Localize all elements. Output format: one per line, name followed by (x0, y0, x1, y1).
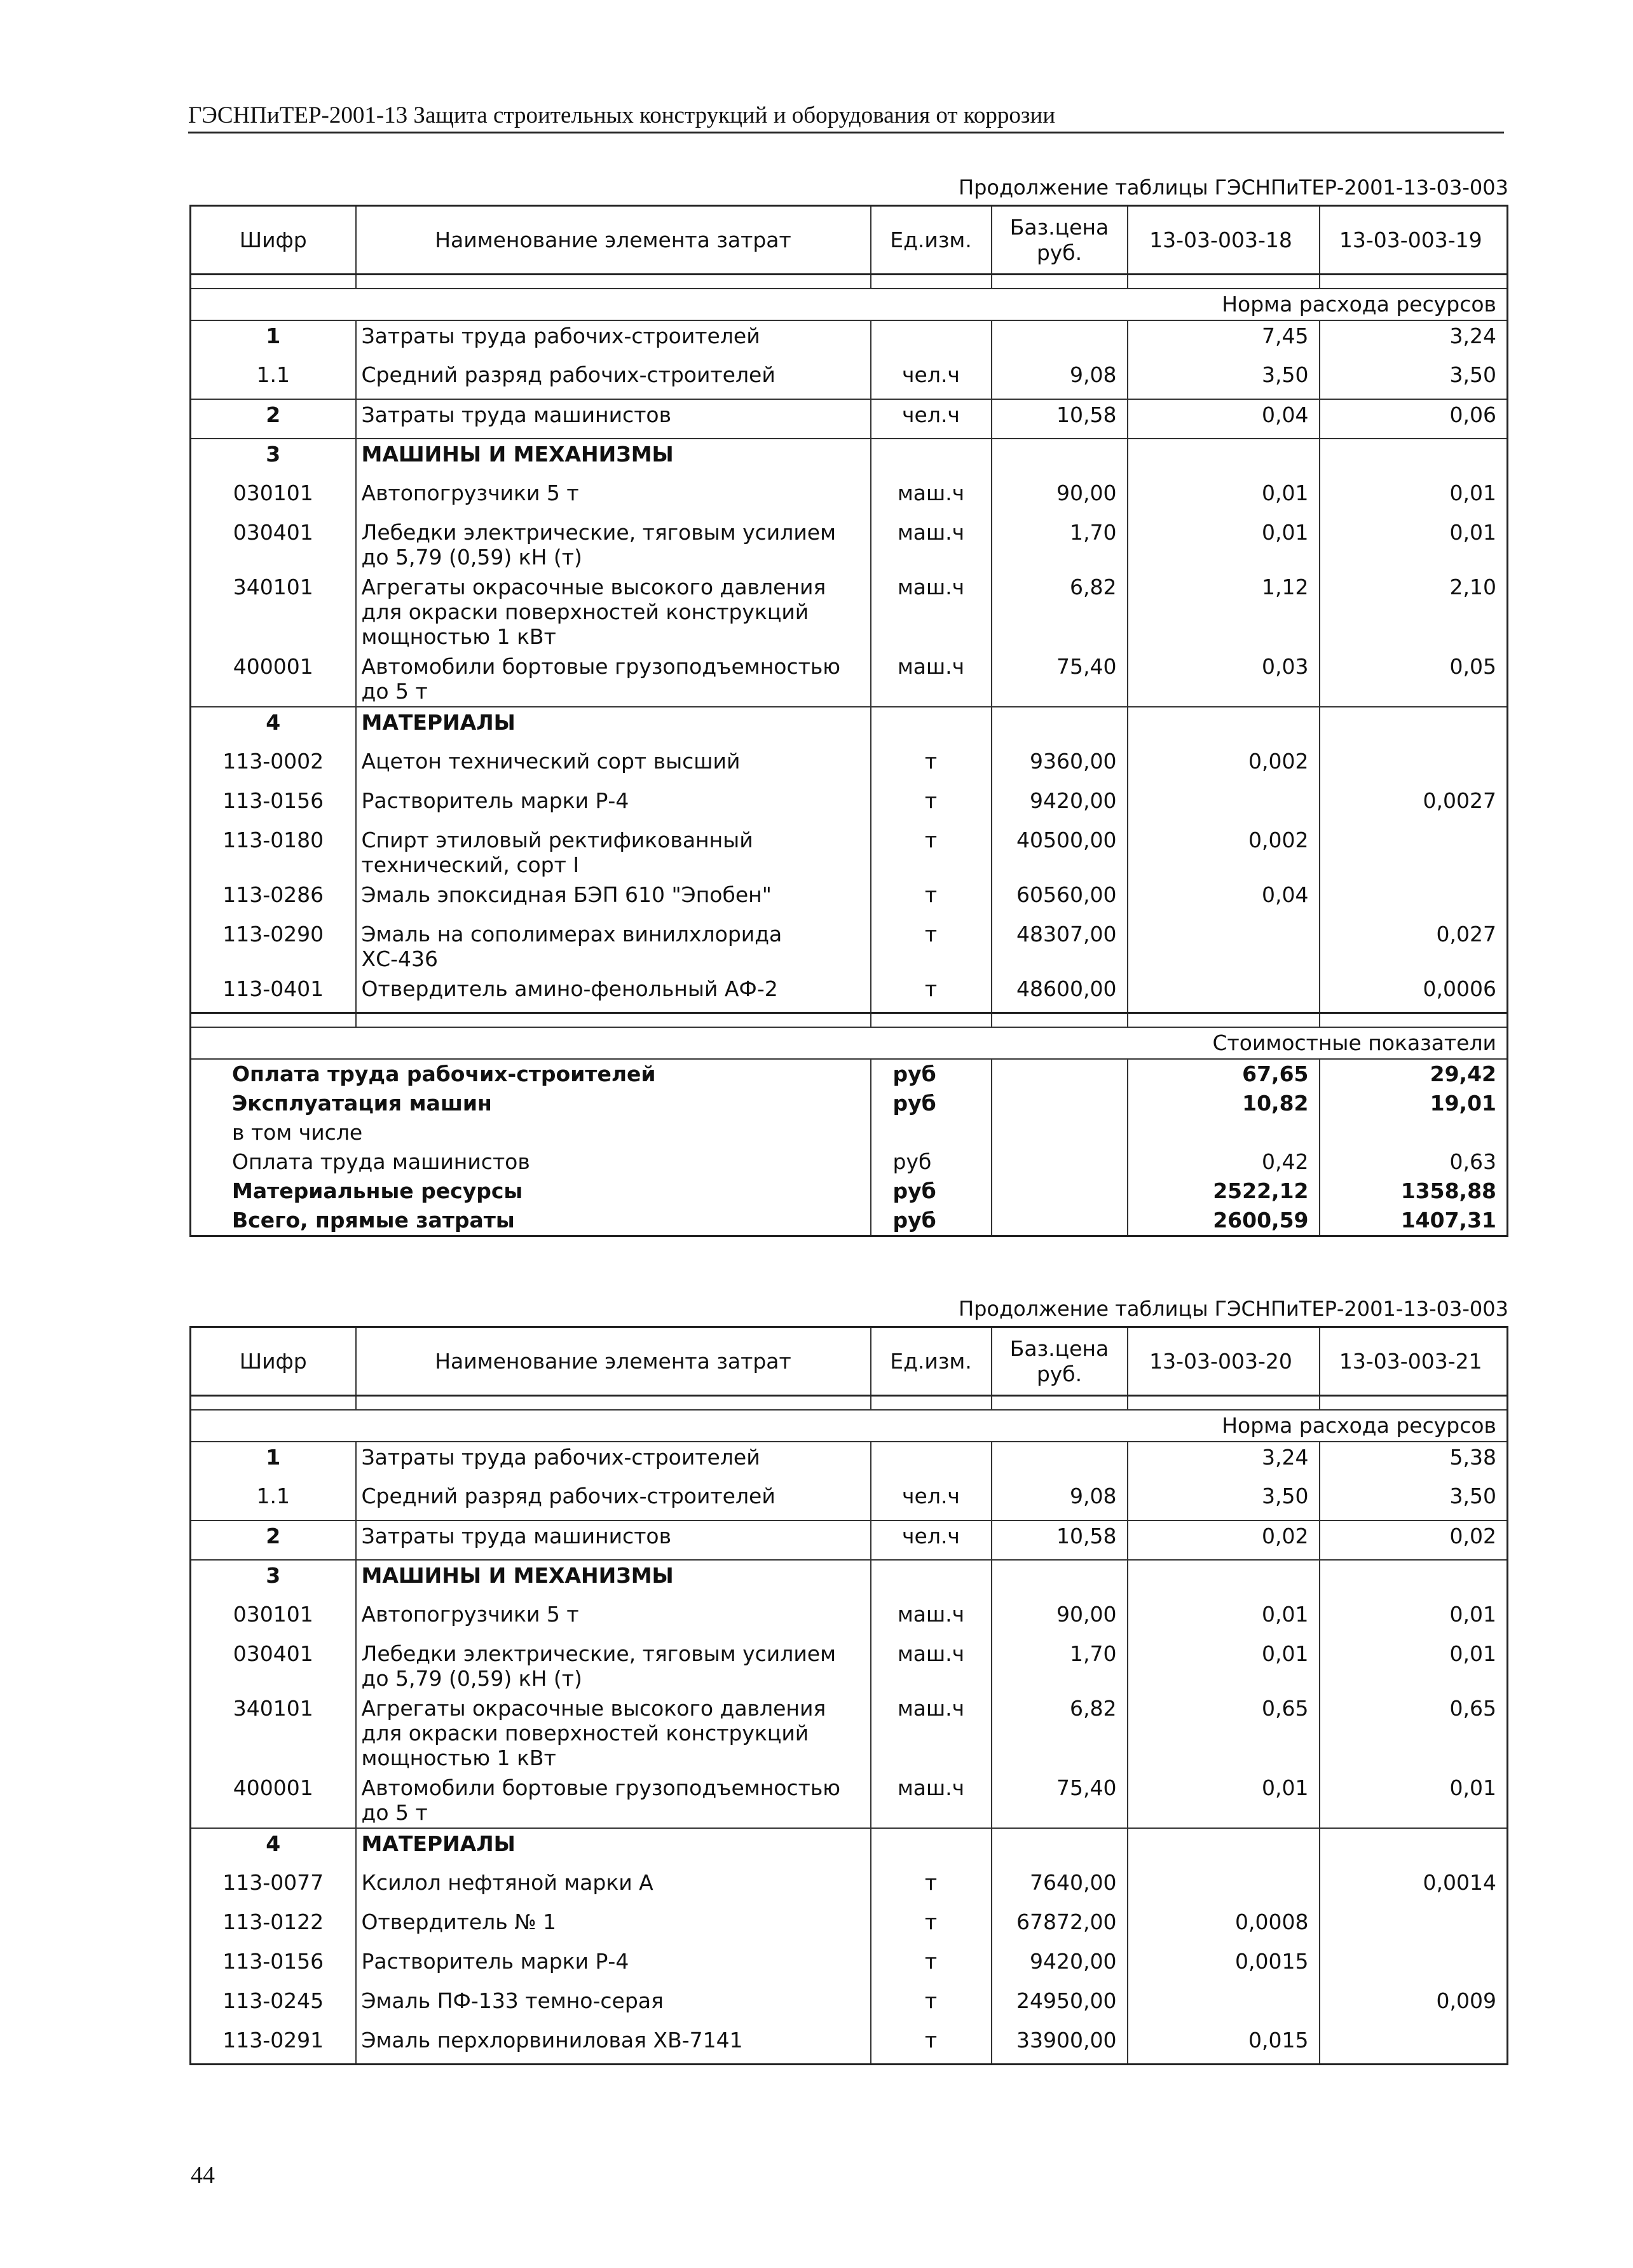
row-value-b (1320, 707, 1508, 746)
row-code: 113-0401 (191, 974, 356, 1013)
cost-empty (992, 1118, 1128, 1147)
table-row (191, 360, 1508, 399)
cost-value-a: 0,42 (1128, 1147, 1320, 1177)
row-value-b: 5,38 (1320, 1442, 1508, 1481)
row-value-a: 7,45 (1128, 320, 1320, 360)
row-price (992, 1828, 1128, 1868)
cost-row (191, 1206, 1508, 1236)
spacer-cell (992, 275, 1128, 289)
cost-name: Материальные ресурсы (191, 1177, 871, 1206)
table-row (191, 1520, 1508, 1560)
row-value-b: 0,01 (1320, 1639, 1508, 1693)
cost-value-a (1128, 1118, 1320, 1147)
row-price: 40500,00 (992, 825, 1128, 880)
spacer-cell (1128, 1013, 1320, 1027)
row-value-b: 0,0006 (1320, 974, 1508, 1013)
row-value-b (1320, 746, 1508, 786)
row-value-a: 0,65 (1128, 1693, 1320, 1773)
row-code: 3 (191, 439, 356, 478)
row-price (992, 320, 1128, 360)
row-code: 113-0180 (191, 825, 356, 880)
row-price: 1,70 (992, 1639, 1128, 1693)
row-price: 24950,00 (992, 1986, 1128, 2025)
row-value-b: 0,01 (1320, 1773, 1508, 1828)
row-code: 030101 (191, 1599, 356, 1639)
row-code: 113-0245 (191, 1986, 356, 2025)
cost-unit: руб (871, 1177, 992, 1206)
cost-empty (992, 1147, 1128, 1177)
row-name: Эмаль эпоксидная БЭП 610 "Эпобен" (356, 880, 871, 919)
header-price (992, 206, 1128, 275)
table-header-row (191, 206, 1508, 275)
spacer-cell (356, 1396, 871, 1410)
row-value-a (1128, 439, 1320, 478)
row-unit: маш.ч (871, 517, 992, 572)
table-row (191, 1828, 1508, 1868)
row-value-a: 3,24 (1128, 1442, 1320, 1481)
table-row (191, 478, 1508, 517)
row-value-a: 0,01 (1128, 1599, 1320, 1639)
row-unit: маш.ч (871, 1599, 992, 1639)
norm-label: Норма расхода ресурсов (191, 1410, 1508, 1442)
row-price: 48600,00 (992, 974, 1128, 1013)
row-code: 113-0077 (191, 1868, 356, 1907)
row-unit: маш.ч (871, 1773, 992, 1828)
table-row (191, 652, 1508, 707)
page-header: ГЭСНПиТЕР-2001-13 Защита строительных конструкций и оборудования от коррозии (188, 102, 1504, 133)
row-code: 2 (191, 1520, 356, 1560)
row-name: Автомобили бортовые грузоподъемностью до 5 т (356, 652, 871, 707)
row-price: 60560,00 (992, 880, 1128, 919)
row-value-b (1320, 1907, 1508, 1946)
row-value-b: 0,009 (1320, 1986, 1508, 2025)
cost-label: Стоимостные показатели (191, 1027, 1508, 1059)
row-unit (871, 1828, 992, 1868)
row-value-b: 0,0014 (1320, 1868, 1508, 1907)
table-row (191, 919, 1508, 974)
row-value-a: 3,50 (1128, 1481, 1320, 1520)
row-value-a (1128, 974, 1320, 1013)
row-unit (871, 320, 992, 360)
row-code: 1.1 (191, 360, 356, 399)
cost-name: в том числе (191, 1118, 871, 1147)
row-unit: маш.ч (871, 572, 992, 652)
spacer-cell (992, 1396, 1128, 1410)
row-code: 113-0002 (191, 746, 356, 786)
spacer-cell (356, 1013, 871, 1027)
row-value-b (1320, 825, 1508, 880)
row-unit (871, 439, 992, 478)
table-row (191, 2025, 1508, 2065)
table-row (191, 1560, 1508, 1599)
row-price: 9,08 (992, 360, 1128, 399)
row-unit: маш.ч (871, 1639, 992, 1693)
table-row (191, 786, 1508, 825)
row-unit: маш.ч (871, 478, 992, 517)
row-value-a (1128, 1828, 1320, 1868)
row-code: 2 (191, 399, 356, 439)
table-row (191, 439, 1508, 478)
row-price (992, 1442, 1128, 1481)
table-row (191, 1946, 1508, 1986)
cost-name: Эксплуатация машин (191, 1089, 871, 1118)
row-name: Лебедки электрические, тяговым усилием до 5,79 (0,59) кН (т) (356, 1639, 871, 1693)
table-row (191, 746, 1508, 786)
table-row (191, 1599, 1508, 1639)
spacer-cell (871, 1396, 992, 1410)
row-price: 9420,00 (992, 1946, 1128, 1986)
row-unit: т (871, 1868, 992, 1907)
row-price: 90,00 (992, 1599, 1128, 1639)
row-unit: маш.ч (871, 1693, 992, 1773)
row-value-b: 0,02 (1320, 1520, 1508, 1560)
row-price: 9,08 (992, 1481, 1128, 1520)
spacer-cell (1128, 1396, 1320, 1410)
row-code: 4 (191, 1828, 356, 1868)
row-code: 4 (191, 707, 356, 746)
cost-value-b: 29,42 (1320, 1059, 1508, 1089)
row-unit: т (871, 1986, 992, 2025)
header-col-b: 13-03-003-19 (1320, 206, 1508, 275)
row-value-a: 0,04 (1128, 880, 1320, 919)
header-code: Шифр (191, 1327, 356, 1396)
row-price: 1,70 (992, 517, 1128, 572)
row-value-a: 0,0008 (1128, 1907, 1320, 1946)
header-unit: Ед.изм. (871, 206, 992, 275)
row-name: МАТЕРИАЛЫ (356, 1828, 871, 1868)
row-name: Автомобили бортовые грузоподъемностью до 5 т (356, 1773, 871, 1828)
cost-row (191, 1147, 1508, 1177)
table-spacer-row (191, 1013, 1508, 1027)
table2-continuation-title: Продолжение таблицы ГЭСНПиТЕР-2001-13-03-003 (959, 1297, 1508, 1321)
row-value-a: 0,01 (1128, 478, 1320, 517)
row-name: Средний разряд рабочих-строителей (356, 360, 871, 399)
row-unit: т (871, 880, 992, 919)
row-value-b (1320, 2025, 1508, 2065)
table-spacer-row (191, 1396, 1508, 1410)
row-code: 1 (191, 1442, 356, 1481)
row-price: 6,82 (992, 1693, 1128, 1773)
row-price: 75,40 (992, 652, 1128, 707)
row-name: Эмаль ПФ-133 темно-серая (356, 1986, 871, 2025)
row-price (992, 1560, 1128, 1599)
table-row (191, 572, 1508, 652)
spacer-cell (871, 1013, 992, 1027)
row-value-a: 0,01 (1128, 517, 1320, 572)
table-row (191, 399, 1508, 439)
row-value-b: 0,05 (1320, 652, 1508, 707)
cost-row (191, 1118, 1508, 1147)
cost-value-b: 19,01 (1320, 1089, 1508, 1118)
row-code: 113-0290 (191, 919, 356, 974)
row-code: 1 (191, 320, 356, 360)
row-name: Спирт этиловый ректификованный технический, сорт I (356, 825, 871, 880)
row-value-b (1320, 1946, 1508, 1986)
header-price-line2: руб. (1036, 1361, 1083, 1386)
row-value-a: 0,002 (1128, 825, 1320, 880)
row-unit: т (871, 974, 992, 1013)
spacer-cell (1128, 275, 1320, 289)
cost-value-b: 1358,88 (1320, 1177, 1508, 1206)
row-value-a: 0,03 (1128, 652, 1320, 707)
spacer-cell (1320, 1013, 1508, 1027)
row-unit: чел.ч (871, 1520, 992, 1560)
cost-unit: руб (871, 1059, 992, 1089)
row-code: 113-0286 (191, 880, 356, 919)
table-row (191, 825, 1508, 880)
row-name: Агрегаты окрасочные высокого давления для окраски поверхностей конструкций мощностью 1 кВт (356, 1693, 871, 1773)
row-value-b: 0,65 (1320, 1693, 1508, 1773)
row-unit: чел.ч (871, 399, 992, 439)
header-unit: Ед.изм. (871, 1327, 992, 1396)
row-code: 030401 (191, 1639, 356, 1693)
table1-continuation-title: Продолжение таблицы ГЭСНПиТЕР-2001-13-03-003 (959, 175, 1508, 200)
cost-value-b: 1407,31 (1320, 1206, 1508, 1236)
row-price: 10,58 (992, 1520, 1128, 1560)
row-code: 030401 (191, 517, 356, 572)
resource-table-1 (189, 205, 1508, 1237)
cost-name: Оплата труда рабочих-строителей (191, 1059, 871, 1089)
norm-label-row (191, 289, 1508, 320)
row-value-b: 3,24 (1320, 320, 1508, 360)
header-name: Наименование элемента затрат (356, 206, 871, 275)
row-price: 6,82 (992, 572, 1128, 652)
row-unit: т (871, 746, 992, 786)
row-name: Растворитель марки Р-4 (356, 786, 871, 825)
cost-unit: руб (871, 1206, 992, 1236)
row-value-b (1320, 439, 1508, 478)
cost-unit: руб (871, 1147, 992, 1177)
row-unit: т (871, 1946, 992, 1986)
row-unit: маш.ч (871, 652, 992, 707)
table-row (191, 1868, 1508, 1907)
row-unit (871, 1442, 992, 1481)
row-code: 400001 (191, 652, 356, 707)
row-value-b (1320, 1828, 1508, 1868)
row-name: Автопогрузчики 5 т (356, 1599, 871, 1639)
cost-name: Всего, прямые затраты (191, 1206, 871, 1236)
row-code: 3 (191, 1560, 356, 1599)
row-name: Отвердитель № 1 (356, 1907, 871, 1946)
row-name: Средний разряд рабочих-строителей (356, 1481, 871, 1520)
row-value-a (1128, 1868, 1320, 1907)
cost-unit: руб (871, 1089, 992, 1118)
row-code: 113-0156 (191, 786, 356, 825)
row-value-a: 1,12 (1128, 572, 1320, 652)
row-value-a (1128, 786, 1320, 825)
row-price: 10,58 (992, 399, 1128, 439)
row-value-a: 3,50 (1128, 360, 1320, 399)
cost-unit (871, 1118, 992, 1147)
row-code: 340101 (191, 1693, 356, 1773)
header-price-line1: Баз.цена (1009, 214, 1109, 240)
row-code: 113-0156 (191, 1946, 356, 1986)
row-price: 9420,00 (992, 786, 1128, 825)
table-row (191, 1986, 1508, 2025)
table-row (191, 1907, 1508, 1946)
cost-row (191, 1089, 1508, 1118)
cost-row (191, 1177, 1508, 1206)
row-unit: т (871, 786, 992, 825)
table-row (191, 1639, 1508, 1693)
row-value-a: 0,01 (1128, 1639, 1320, 1693)
row-unit (871, 1560, 992, 1599)
row-value-b: 0,01 (1320, 517, 1508, 572)
row-value-b (1320, 1560, 1508, 1599)
row-value-b: 2,10 (1320, 572, 1508, 652)
cost-value-b: 0,63 (1320, 1147, 1508, 1177)
row-value-a: 0,0015 (1128, 1946, 1320, 1986)
row-name: Затраты труда рабочих-строителей (356, 320, 871, 360)
cost-value-b (1320, 1118, 1508, 1147)
spacer-cell (1320, 275, 1508, 289)
row-value-a (1128, 1986, 1320, 2025)
spacer-cell (191, 1396, 356, 1410)
cost-empty (992, 1177, 1128, 1206)
row-price: 7640,00 (992, 1868, 1128, 1907)
row-value-b: 3,50 (1320, 360, 1508, 399)
norm-label-row (191, 1410, 1508, 1442)
row-value-a: 0,04 (1128, 399, 1320, 439)
header-name: Наименование элемента затрат (356, 1327, 871, 1396)
row-unit: т (871, 919, 992, 974)
cost-empty (992, 1089, 1128, 1118)
row-value-a: 0,002 (1128, 746, 1320, 786)
row-value-a: 0,015 (1128, 2025, 1320, 2065)
spacer-cell (871, 275, 992, 289)
cost-label-row (191, 1027, 1508, 1059)
row-price: 48307,00 (992, 919, 1128, 974)
cost-value-a: 67,65 (1128, 1059, 1320, 1089)
row-code: 113-0291 (191, 2025, 356, 2065)
row-name: Ксилол нефтяной марки А (356, 1868, 871, 1907)
row-code: 030101 (191, 478, 356, 517)
row-unit: т (871, 2025, 992, 2065)
spacer-cell (1320, 1396, 1508, 1410)
row-value-b: 0,0027 (1320, 786, 1508, 825)
row-name: Лебедки электрические, тяговым усилием до 5,79 (0,59) кН (т) (356, 517, 871, 572)
table-row (191, 707, 1508, 746)
resource-table-2 (189, 1326, 1508, 2065)
row-value-a: 0,02 (1128, 1520, 1320, 1560)
row-value-a (1128, 1560, 1320, 1599)
spacer-cell (992, 1013, 1128, 1027)
cost-value-a: 2600,59 (1128, 1206, 1320, 1236)
row-unit: т (871, 825, 992, 880)
row-unit: чел.ч (871, 1481, 992, 1520)
row-unit: чел.ч (871, 360, 992, 399)
row-price: 75,40 (992, 1773, 1128, 1828)
norm-label: Норма расхода ресурсов (191, 289, 1508, 320)
row-value-b: 0,01 (1320, 1599, 1508, 1639)
header-price-line1: Баз.цена (1009, 1336, 1109, 1361)
row-name: Затраты труда машинистов (356, 399, 871, 439)
row-code: 113-0122 (191, 1907, 356, 1946)
spacer-cell (356, 275, 871, 289)
cost-empty (992, 1206, 1128, 1236)
cost-name: Оплата труда машинистов (191, 1147, 871, 1177)
row-value-b: 0,06 (1320, 399, 1508, 439)
cost-value-a: 10,82 (1128, 1089, 1320, 1118)
row-value-b: 0,01 (1320, 478, 1508, 517)
row-unit: т (871, 1907, 992, 1946)
row-value-a: 0,01 (1128, 1773, 1320, 1828)
page-number: 44 (191, 2162, 215, 2189)
header-col-b: 13-03-003-21 (1320, 1327, 1508, 1396)
row-name: Растворитель марки Р-4 (356, 1946, 871, 1986)
row-price (992, 707, 1128, 746)
table-spacer-row (191, 275, 1508, 289)
row-code: 400001 (191, 1773, 356, 1828)
table-row (191, 880, 1508, 919)
spacer-cell (191, 275, 356, 289)
row-value-a (1128, 919, 1320, 974)
row-name: Агрегаты окрасочные высокого давления для окраски поверхностей конструкций мощностью 1 кВт (356, 572, 871, 652)
table-header-row (191, 1327, 1508, 1396)
row-value-b: 0,027 (1320, 919, 1508, 974)
table-row (191, 1442, 1508, 1481)
table-row (191, 1693, 1508, 1773)
header-price (992, 1327, 1128, 1396)
row-price: 33900,00 (992, 2025, 1128, 2065)
header-code: Шифр (191, 206, 356, 275)
row-price: 67872,00 (992, 1907, 1128, 1946)
row-value-b: 3,50 (1320, 1481, 1508, 1520)
row-name: МАШИНЫ И МЕХАНИЗМЫ (356, 439, 871, 478)
row-value-a (1128, 707, 1320, 746)
row-price (992, 439, 1128, 478)
cost-empty (992, 1059, 1128, 1089)
header-price-line2: руб. (1036, 240, 1083, 265)
row-name: Затраты труда рабочих-строителей (356, 1442, 871, 1481)
row-price: 9360,00 (992, 746, 1128, 786)
row-code: 1.1 (191, 1481, 356, 1520)
table-row (191, 974, 1508, 1013)
row-name: Автопогрузчики 5 т (356, 478, 871, 517)
cost-row (191, 1059, 1508, 1089)
row-name: МАТЕРИАЛЫ (356, 707, 871, 746)
row-name: Эмаль на сополимерах винилхлорида ХС-436 (356, 919, 871, 974)
row-price: 90,00 (992, 478, 1128, 517)
cost-value-a: 2522,12 (1128, 1177, 1320, 1206)
header-col-a: 13-03-003-20 (1128, 1327, 1320, 1396)
row-name: Отвердитель амино-фенольный АФ-2 (356, 974, 871, 1013)
row-name: Затраты труда машинистов (356, 1520, 871, 1560)
table-row (191, 320, 1508, 360)
row-name: Ацетон технический сорт высший (356, 746, 871, 786)
header-col-a: 13-03-003-18 (1128, 206, 1320, 275)
row-name: МАШИНЫ И МЕХАНИЗМЫ (356, 1560, 871, 1599)
table-row (191, 1773, 1508, 1828)
row-unit (871, 707, 992, 746)
row-code: 340101 (191, 572, 356, 652)
spacer-cell (191, 1013, 356, 1027)
table-row (191, 517, 1508, 572)
row-name: Эмаль перхлорвиниловая ХВ-7141 (356, 2025, 871, 2065)
row-value-b (1320, 880, 1508, 919)
table-row (191, 1481, 1508, 1520)
